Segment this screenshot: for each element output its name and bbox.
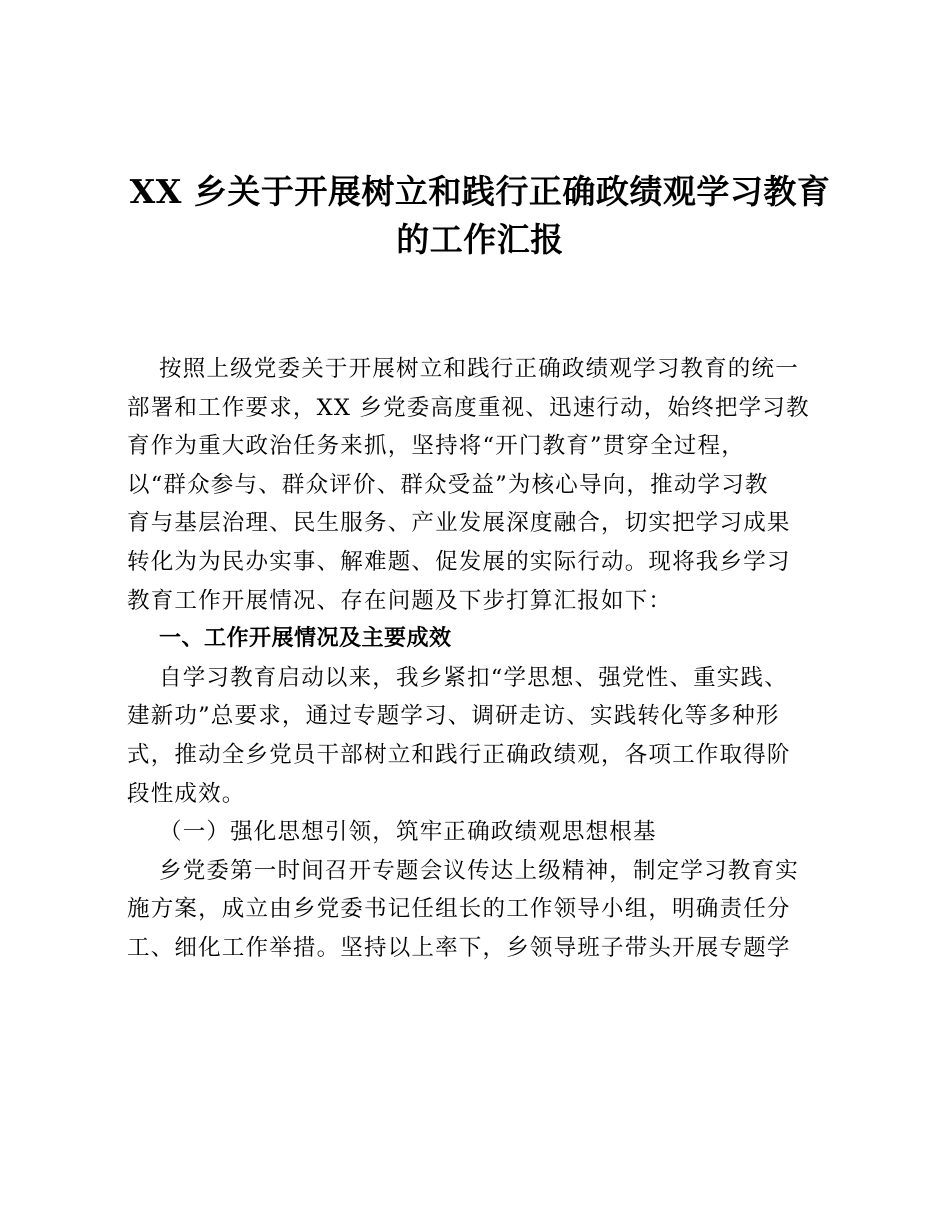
document-body <box>127 350 827 968</box>
text-line: 部署和工作要求，XX 乡党委高度重视、迅速行动，始终把学习教 <box>127 394 810 421</box>
text-line: 按照上级党委关于开展树立和践行正确政绩观学习教育的统一 <box>159 356 799 382</box>
text-line: 自学习教育启动以来，我乡紧扣“学思想、强党性、重实践、 <box>159 664 788 691</box>
text-line: 建新功”总要求，通过专题学习、调研走访、实践转化等多种形 <box>127 703 780 730</box>
text-line: 段性成效。 <box>127 780 246 807</box>
text-line: 以“群众参与、群众评价、群众受益”为核心导向，推动学习教 <box>127 471 769 498</box>
subsection-heading: （一）强化思想引领，筑牢正确政绩观思想根基 <box>159 819 657 846</box>
text-line: 工、细化工作举措。坚持以上率下，乡领导班子带头开展专题学 <box>127 934 791 961</box>
subsection-paragraph <box>127 852 827 968</box>
text-line: 转化为为民办实事、解难题、促发展的实际行动。现将我乡学习 <box>127 548 791 575</box>
text-line: 育作为重大政治任务来抓，坚持将“开门教育”贯穿全过程， <box>127 433 745 460</box>
document-title <box>100 168 860 264</box>
text-line: 乡党委第一时间召开专题会议传达上级精神，制定学习教育实 <box>159 857 799 884</box>
document-title-line-1: XX 乡关于开展树立和践行正确政绩观学习教育 <box>129 172 831 211</box>
section-paragraph <box>127 659 827 813</box>
text-line: 教育工作开展情况、存在问题及下步打算汇报如下： <box>127 587 673 614</box>
intro-paragraph <box>127 350 827 620</box>
text-line: 施方案，成立由乡党委书记任组长的工作领导小组，明确责任分 <box>127 896 791 923</box>
text-line: 式，推动全乡党员干部树立和践行正确政绩观，各项工作取得阶 <box>127 741 791 768</box>
text-line: 育与基层治理、民生服务、产业发展深度融合，切实把学习成果 <box>127 510 791 537</box>
document-title-line-2: 的工作汇报 <box>396 220 564 259</box>
section-heading: 一、工作开展情况及主要成效 <box>159 626 452 652</box>
